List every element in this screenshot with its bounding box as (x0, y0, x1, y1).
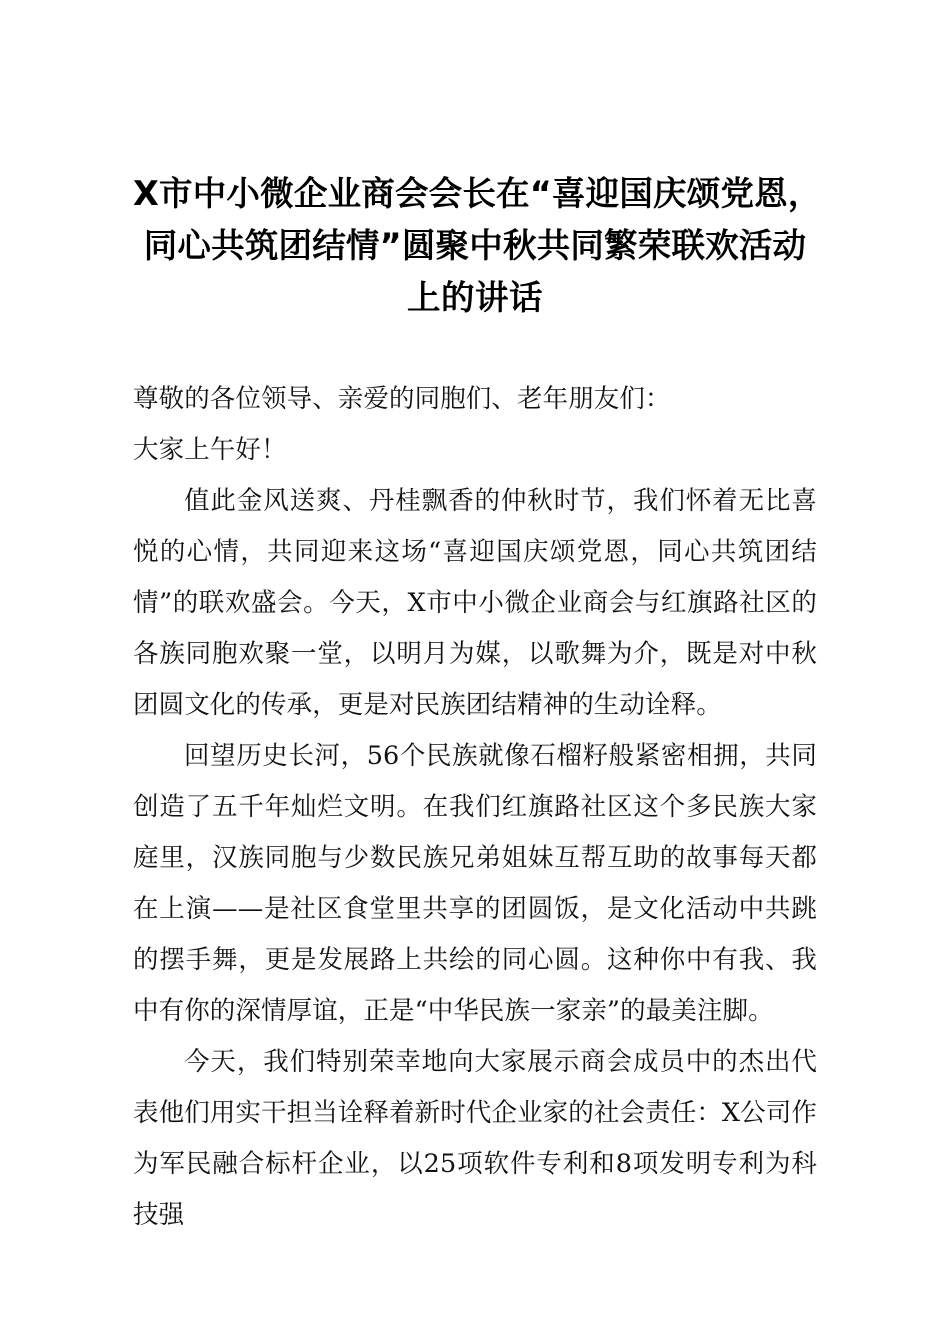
document-body (133, 374, 817, 1241)
page-title (133, 0, 822, 324)
paragraph-opening: 值此金风送爽、丹桂飘香的仲秋时节，我们怀着无比喜悦的心情，共同迎来这场“喜迎国庆颂党恩，同心共筑团结情”的联欢盛会。今天，X市中小微企业商会与红旗路社区的各族同胞欢聚一堂，以明月为媒，以歌舞为介，既是对中秋团圆文化的传承，更是对民族团结精神的生动诠释。 (133, 486, 817, 720)
title-line-2: 同心共筑团结情”圆聚中秋共同繁荣联欢活动 (143, 226, 807, 265)
title-line-1: X市中小微企业商会会长在“喜迎国庆颂党恩， (133, 174, 822, 213)
paragraph-greeting: 大家上午好！ (133, 435, 287, 465)
paragraph-representatives: 今天，我们特别荣幸地向大家展示商会成员中的杰出代表他们用实干担当诠释着新时代企业家的社会责任：X公司作为军民融合标杆企业，以25项软件专利和8项发明专利为科技强 (133, 1047, 817, 1230)
paragraph-history: 回望历史长河，56个民族就像石榴籽般紧密相拥，共同创造了五千年灿烂文明。在我们红旗路社区这个多民族大家庭里，汉族同胞与少数民族兄弟姐妹互帮互助的故事每天都在上演——是社区食堂里共享的团圆饭，是文化活动中共跳的摆手舞，更是发展路上共绘的同心圆。这种你中有我、我中有你的深情厚谊，正是“中华民族一家亲”的最美注脚。 (133, 741, 817, 1026)
paragraph-salutation: 尊敬的各位领导、亲爱的同胞们、老年朋友们： (133, 384, 671, 414)
page-content (133, 0, 822, 1241)
title-line-3: 上的讲话 (407, 278, 543, 317)
